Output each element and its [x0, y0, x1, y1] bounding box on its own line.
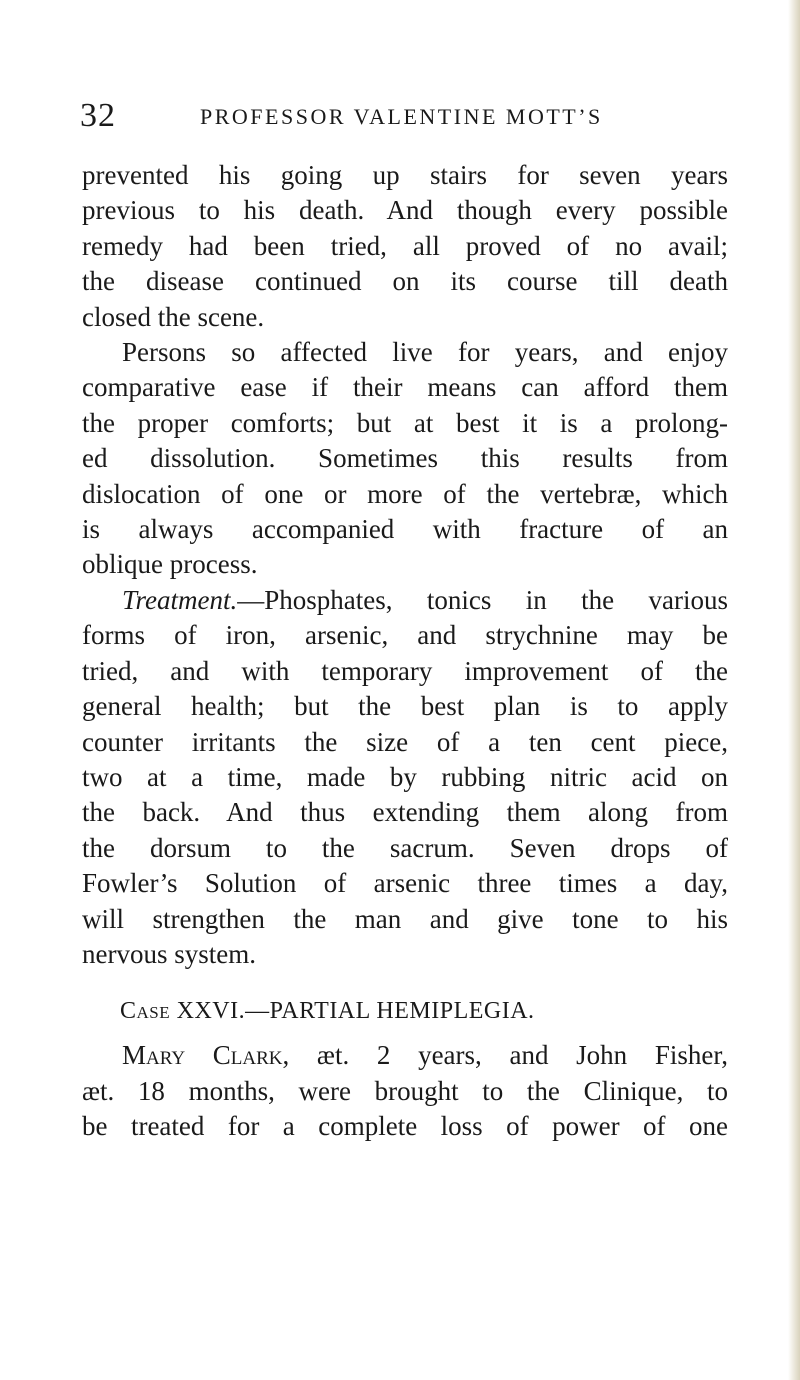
text-run: , æt. 2 years, and John Fisher, — [282, 1040, 728, 1071]
paragraph-1 — [82, 158, 728, 335]
body-text — [82, 158, 728, 1145]
text-line: the back. And thus extending them along from — [82, 797, 728, 828]
text-line: the dorsum to the sacrum. Seven drops of — [82, 832, 728, 863]
paragraph-2 — [82, 335, 728, 583]
text-line: prevented his going up stairs for seven years — [82, 160, 728, 190]
text-line: previous to his death. And though every possible — [82, 195, 728, 226]
running-head: PROFESSOR VALENTINE MOTT’S — [200, 104, 603, 129]
text-line: is always accompanied with fracture of an — [82, 514, 728, 545]
page-number: 32 — [80, 97, 116, 134]
text-line: closed the scene. — [82, 301, 265, 332]
text-line: remedy had been tried, all proved of no avail; — [82, 230, 728, 261]
text-line: oblique process. — [82, 549, 258, 580]
text-line: Fowler’s Solution of arsenic three times a day, — [82, 868, 728, 899]
patient-name: Mary Clark — [122, 1040, 283, 1071]
text-line: forms of iron, arsenic, and strychnine may be — [82, 620, 728, 651]
text-line: comparative ease if their means can afford them — [82, 372, 728, 403]
page-header — [80, 96, 740, 136]
paragraph-treatment — [82, 583, 728, 972]
text-line: dislocation of one or more of the vertebræ, which — [82, 478, 728, 509]
text-line: the disease continued on its course till death — [82, 266, 728, 297]
text-line: tried, and with temporary improvement of the — [82, 655, 728, 686]
text-line: ed dissolution. Sometimes this results from — [82, 443, 728, 474]
text-line — [82, 583, 728, 618]
case-title: XXVI.—PARTIAL HEMIPLEGIA. — [176, 998, 535, 1025]
text-line: counter irritants the size of a ten cent piece, — [82, 726, 728, 757]
text-line: nervous system. — [82, 938, 256, 969]
treatment-heading: Treatment. — [122, 584, 238, 615]
text-line: will strengthen the man and give tone to his — [82, 903, 728, 934]
text-line: the proper comforts; but at best it is a prolong- — [82, 407, 728, 438]
text-line: æt. 18 months, were brought to the Clinique, to — [82, 1075, 728, 1106]
text-line: be treated for a complete loss of power of one — [82, 1111, 728, 1142]
paragraph-case — [82, 1038, 728, 1144]
case-label: Case — [120, 998, 171, 1025]
page-edge-shadow — [788, 0, 800, 1380]
case-heading — [82, 996, 728, 1026]
text-line — [82, 1038, 728, 1073]
text-line: general health; but the best plan is to apply — [82, 691, 728, 722]
text-line: two at a time, made by rubbing nitric acid on — [82, 761, 728, 792]
text-line: Persons so affected live for years, and enjoy — [122, 337, 728, 368]
text-run: —Phosphates, tonics in the various — [237, 584, 728, 615]
